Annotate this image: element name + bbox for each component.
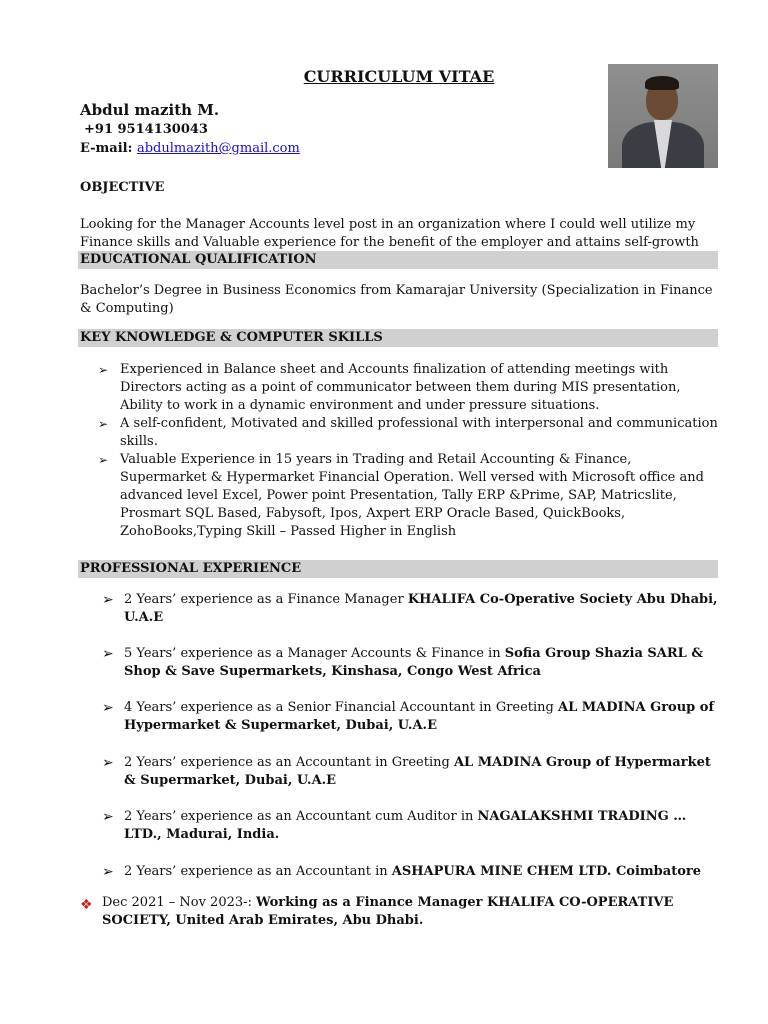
- current-position: [102, 894, 722, 930]
- education-text: Bachelor’s Degree in Business Economics from Kamarajar University (Specialization in Finance & Computing): [80, 283, 713, 316]
- experience-org: AL MADINA Group of Hypermarket & Supermarket, Dubai, U.A.E: [124, 755, 711, 788]
- experience-text: 2 Years’ experience as an Accountant in Greeting: [124, 755, 454, 770]
- arrow-bullet-icon: ➢: [98, 453, 109, 467]
- email-label: E-mail:: [80, 141, 137, 156]
- experience-org: ASHAPURA MINE CHEM LTD. Coimbatore: [391, 864, 701, 879]
- diamond-bullet-icon: ❖: [80, 897, 93, 913]
- experience-org: Sofia Group Shazia SARL & Shop & Save Supermarkets, Kinshasa, Congo West Africa: [124, 646, 704, 679]
- skill-text: Experienced in Balance sheet and Accounts finalization of attending meetings with Directors acting as a point of communicator between them during MIS presentation, Ability to work in a dynamic environment and under pressure situations.: [120, 362, 681, 413]
- experience-text: 4 Years’ experience as a Senior Financial Accountant in Greeting: [124, 700, 559, 715]
- experience-text: 2 Years’ experience as an Accountant in: [124, 864, 392, 879]
- arrow-bullet-icon: ➢: [102, 755, 114, 771]
- objective-heading: OBJECTIVE: [80, 180, 165, 195]
- list-item: [98, 361, 720, 415]
- skills-heading: KEY KNOWLEDGE & COMPUTER SKILLS: [78, 329, 718, 347]
- experience-item: [102, 754, 718, 790]
- experience-item: [102, 591, 718, 627]
- current-period: Dec 2021 – Nov 2023-:: [102, 895, 257, 910]
- objective-text: Looking for the Manager Accounts level post in an organization where I could well utilize my Finance skills and Valuable experience for the benefit of the employer and attains self-growth: [80, 217, 699, 250]
- phone-number: +91 9514130043: [84, 122, 208, 137]
- arrow-bullet-icon: ➢: [102, 864, 114, 880]
- experience-text: 2 Years’ experience as an Accountant cum Auditor in: [124, 809, 478, 824]
- skill-text: A self-confident, Motivated and skilled professional with interpersonal and communication skills.: [120, 416, 718, 449]
- skills-list: [98, 361, 720, 541]
- experience-item: [102, 808, 718, 844]
- experience-heading: PROFESSIONAL EXPERIENCE: [78, 560, 718, 578]
- current-text: Working as a Finance Manager KHALIFA CO-OPERATIVE SOCIETY, United Arab Emirates, Abu Dhabi.: [102, 895, 674, 928]
- experience-item: [102, 863, 718, 881]
- arrow-bullet-icon: ➢: [102, 809, 114, 825]
- experience-item: [102, 699, 718, 735]
- candidate-name: Abdul mazith M.: [80, 101, 220, 119]
- experience-text: 5 Years’ experience as a Manager Accounts & Finance in: [124, 646, 505, 661]
- list-item: [98, 451, 720, 541]
- list-item: [98, 415, 720, 451]
- experience-item: [102, 645, 718, 681]
- arrow-bullet-icon: ➢: [102, 700, 114, 716]
- email-link[interactable]: abdulmazith@gmail.com: [136, 141, 300, 156]
- experience-text: 2 Years’ experience as a Finance Manager: [124, 592, 408, 607]
- arrow-bullet-icon: ➢: [102, 592, 114, 608]
- profile-photo: [608, 64, 718, 168]
- experience-org: AL MADINA Group of Hypermarket & Supermarket, Dubai, U.A.E: [124, 700, 715, 733]
- experience-org: NAGALAKSHMI TRADING … LTD., Madurai, India.: [124, 809, 687, 842]
- email-line: [80, 140, 300, 158]
- arrow-bullet-icon: ➢: [98, 363, 109, 377]
- page-title: CURRICULUM VITAE: [303, 67, 495, 86]
- arrow-bullet-icon: ➢: [98, 417, 109, 431]
- skill-text: Valuable Experience in 15 years in Trading and Retail Accounting & Finance, Supermarket & Hypermarket Financial Operation. Well versed with Microsoft office and advanced level Excel, Power point Presentation, Tally ERP &Prime, SAP, Matricslite, Prosmart SQL Based, Fabysoft, Ipos, Axpert ERP Oracle Based, QuickBooks, ZohoBooks,Typing Skill – Passed Higher in English: [120, 452, 704, 539]
- education-heading: EDUCATIONAL QUALIFICATION: [78, 251, 718, 269]
- arrow-bullet-icon: ➢: [102, 646, 114, 662]
- experience-org: KHALIFA Co-Operative Society Abu Dhabi, U.A.E: [124, 592, 718, 625]
